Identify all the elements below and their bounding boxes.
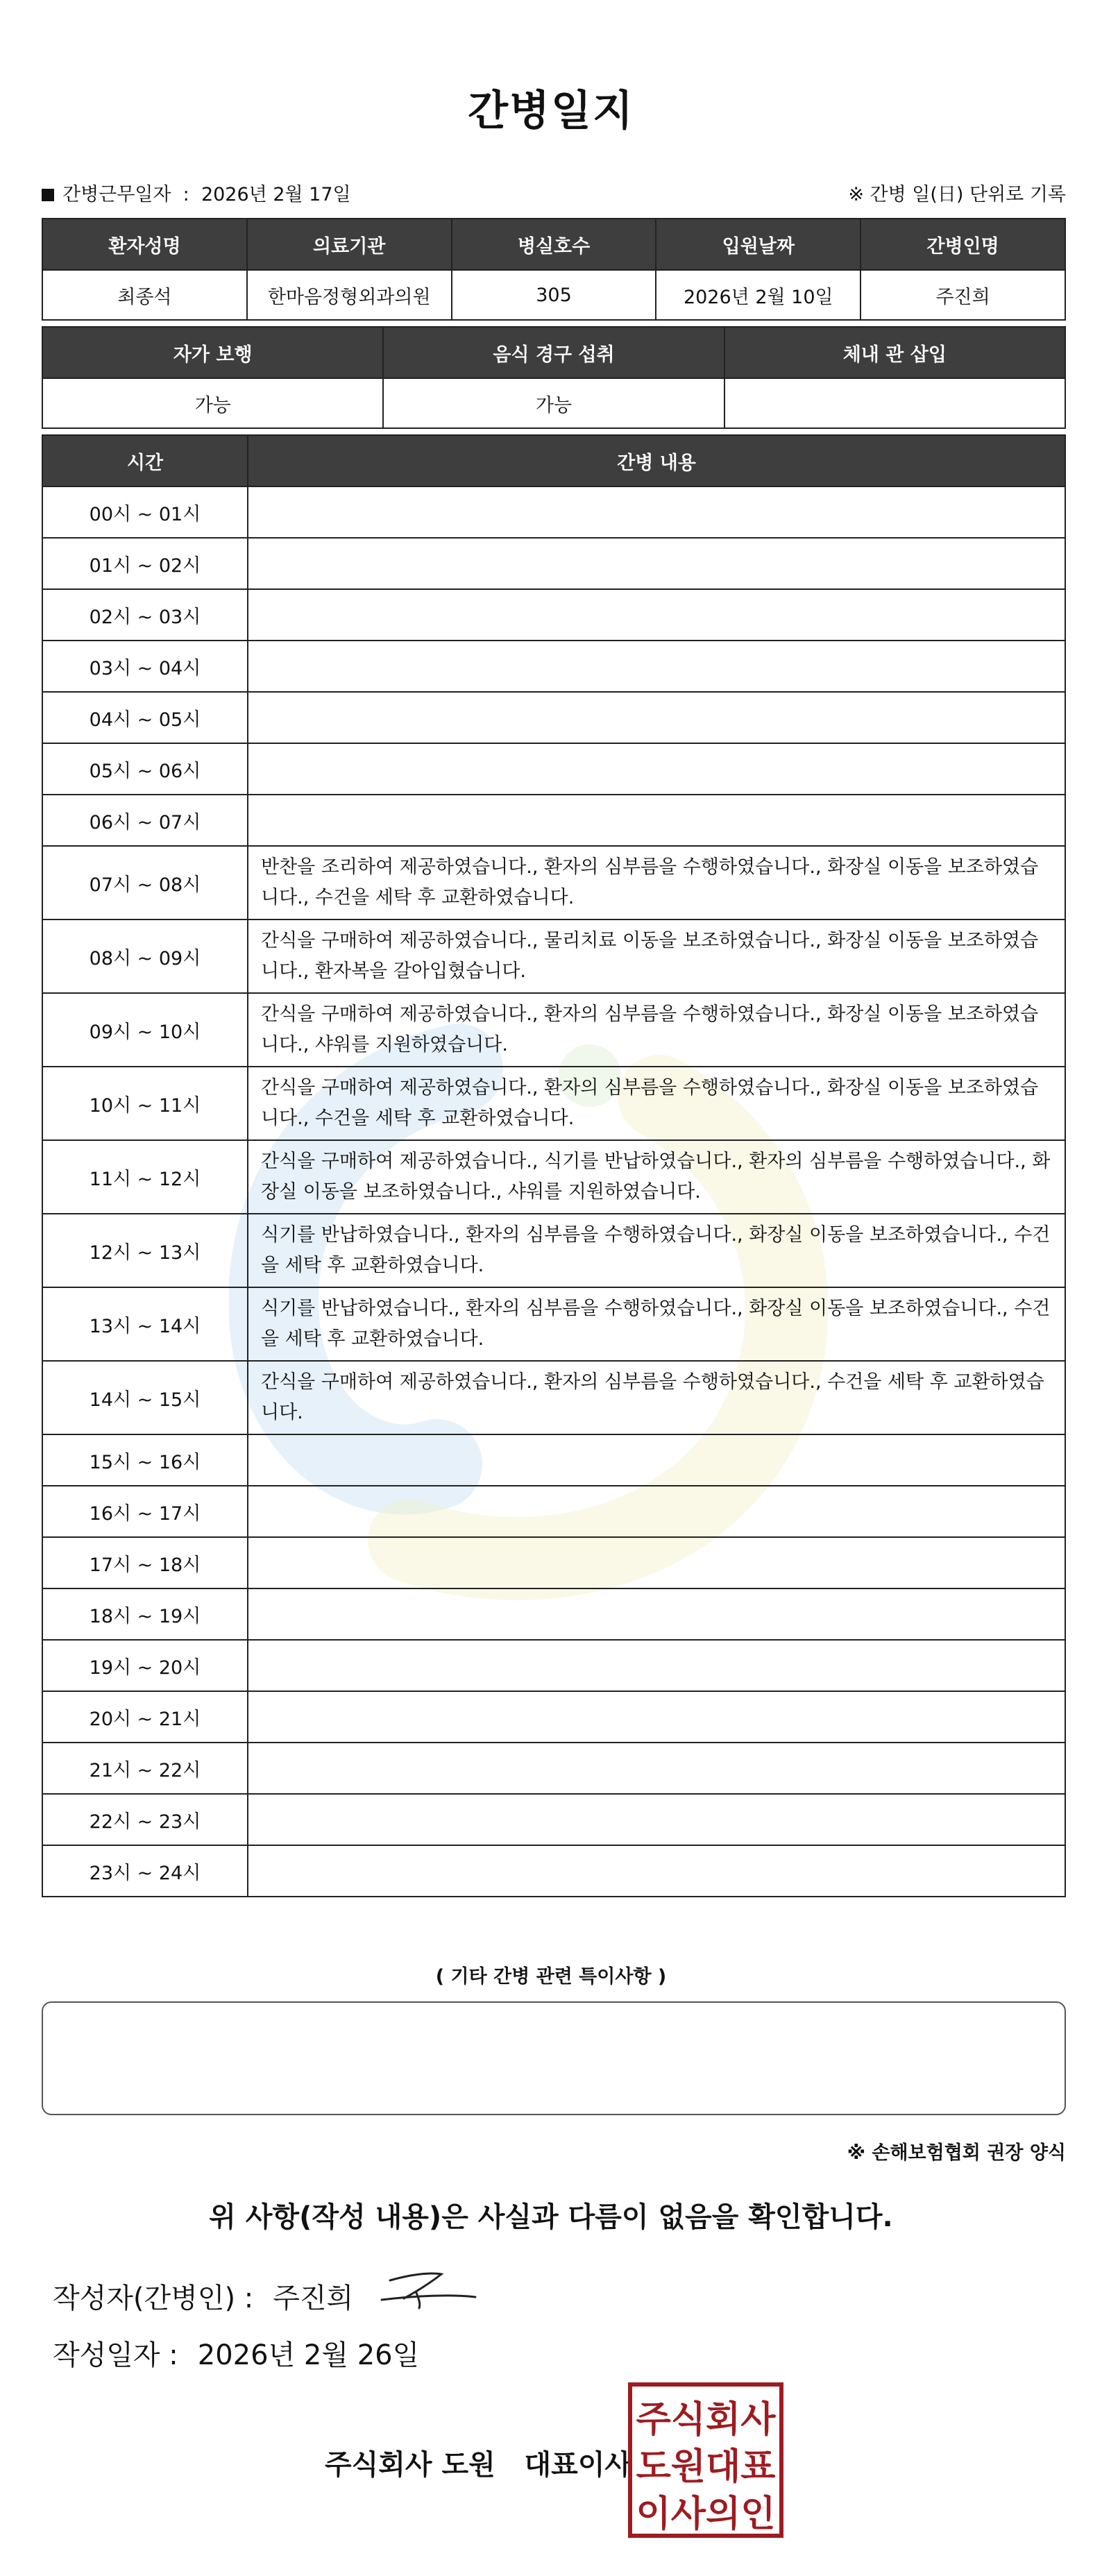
- svg-text:도원대표: 도원대표: [636, 2446, 776, 2488]
- care-log-content: [248, 1743, 1065, 1794]
- care-log-row: [42, 1361, 1065, 1434]
- care-log-row: [42, 589, 1065, 641]
- care-log-content: 간식을 구매하여 제공하였습니다., 환자의 심부름을 수행하였습니다., 화장실 이동을 보조하였습니다., 수건을 세탁 후 교환하였습니다.: [248, 1067, 1065, 1140]
- care-log-row: [42, 795, 1065, 846]
- patient-info-value-row: [42, 270, 1065, 320]
- care-log-time: 04시 ~ 05시: [42, 692, 248, 743]
- company-seal-icon: [627, 2382, 784, 2539]
- status-value-row: [42, 378, 1065, 428]
- care-log-row: [42, 1691, 1065, 1743]
- care-log-time: 00시 ~ 01시: [42, 486, 248, 538]
- status-header-row: [42, 327, 1065, 378]
- care-date-label: 간병근무일자: [62, 184, 171, 205]
- header-hospital: 의료기관: [247, 219, 452, 270]
- care-log-content: [248, 743, 1065, 795]
- care-log-content: 반찬을 조리하여 제공하였습니다., 환자의 심부름을 수행하였습니다., 화장실 이동을 보조하였습니다., 수건을 세탁 후 교환하였습니다.: [248, 846, 1065, 920]
- care-log-row: [42, 1743, 1065, 1794]
- patient-status-table: [42, 326, 1066, 429]
- care-log-time: 08시 ~ 09시: [42, 920, 248, 993]
- care-log-time: 15시 ~ 16시: [42, 1434, 248, 1486]
- patient-info-table: [42, 218, 1066, 321]
- care-log-time: 22시 ~ 23시: [42, 1794, 248, 1845]
- care-log-content: [248, 1845, 1065, 1897]
- care-log-row: [42, 1588, 1065, 1640]
- care-date-value: 2026년 2월 17일: [201, 184, 351, 205]
- care-log-content: [248, 1588, 1065, 1640]
- care-log-row: [42, 846, 1065, 920]
- patient-info-header-row: [42, 219, 1065, 270]
- tube-status: [724, 378, 1065, 428]
- care-log-time: 09시 ~ 10시: [42, 993, 248, 1067]
- care-log-content: [248, 795, 1065, 846]
- header-walking: 자가 보행: [42, 327, 383, 378]
- care-log-row: [42, 1434, 1065, 1486]
- care-log-time: 20시 ~ 21시: [42, 1691, 248, 1743]
- care-log-time: 05시 ~ 06시: [42, 743, 248, 795]
- header-room: 병실호수: [452, 219, 656, 270]
- care-log-time: 13시 ~ 14시: [42, 1287, 248, 1361]
- header-tube: 체내 관 삽입: [724, 327, 1065, 378]
- care-log-row: [42, 920, 1065, 993]
- care-log-time: 23시 ~ 24시: [42, 1845, 248, 1897]
- care-log-time: 19시 ~ 20시: [42, 1640, 248, 1691]
- care-log-row: [42, 486, 1065, 538]
- care-log-time: 18시 ~ 19시: [42, 1588, 248, 1640]
- care-log-content: 식기를 반납하였습니다., 환자의 심부름을 수행하였습니다., 화장실 이동을 보조하였습니다., 수건을 세탁 후 교환하였습니다.: [248, 1214, 1065, 1287]
- care-log-content: 간식을 구매하여 제공하였습니다., 환자의 심부름을 수행하였습니다., 화장실 이동을 보조하였습니다., 샤워를 지원하였습니다.: [248, 993, 1065, 1067]
- write-date-line: [53, 2333, 419, 2373]
- care-log-time: 21시 ~ 22시: [42, 1743, 248, 1794]
- admission-date: 2026년 2월 10일: [656, 270, 861, 320]
- care-log-row: [42, 1845, 1065, 1897]
- care-log-content: 간식을 구매하여 제공하였습니다., 환자의 심부름을 수행하였습니다., 수건을 세탁 후 교환하였습니다.: [248, 1361, 1065, 1434]
- signature-icon: [375, 2265, 479, 2314]
- care-log-content: [248, 1691, 1065, 1743]
- svg-text:주식회사: 주식회사: [636, 2399, 776, 2441]
- care-log-time: 07시 ~ 08시: [42, 846, 248, 920]
- header-time: 시간: [42, 435, 248, 486]
- care-log-row: [42, 743, 1065, 795]
- care-log-time: 16시 ~ 17시: [42, 1486, 248, 1537]
- care-log-table: [42, 434, 1066, 1897]
- care-log-time: 10시 ~ 11시: [42, 1067, 248, 1140]
- confirmation-statement: 위 사항(작성 내용)은 사실과 다름이 없음을 확인합니다.: [209, 2201, 893, 2233]
- care-log-content: [248, 1640, 1065, 1691]
- care-log-header-row: [42, 435, 1065, 486]
- header-admission-date: 입원날짜: [656, 219, 861, 270]
- care-log-time: 17시 ~ 18시: [42, 1537, 248, 1588]
- care-log-content: [248, 589, 1065, 641]
- care-log-row: [42, 538, 1065, 589]
- header-caregiver: 간병인명: [861, 219, 1065, 270]
- care-log-time: 06시 ~ 07시: [42, 795, 248, 846]
- care-log-content: [248, 641, 1065, 692]
- walking-status: 가능: [42, 378, 383, 428]
- care-log-content: [248, 1486, 1065, 1537]
- care-log-content: 식기를 반납하였습니다., 환자의 심부름을 수행하였습니다., 화장실 이동을 보조하였습니다., 수건을 세탁 후 교환하였습니다.: [248, 1287, 1065, 1361]
- care-log-time: 03시 ~ 04시: [42, 641, 248, 692]
- care-log-row: [42, 1067, 1065, 1140]
- care-log-content: [248, 1537, 1065, 1588]
- care-log-row: [42, 1640, 1065, 1691]
- header-care-content: 간병 내용: [248, 435, 1065, 486]
- unit-note: ※ 간병 일(日) 단위로 기록: [848, 184, 1066, 205]
- form-note: ※ 손해보험협회 권장 양식: [847, 2142, 1066, 2164]
- care-log-row: [42, 641, 1065, 692]
- care-log-row: [42, 993, 1065, 1067]
- company-name: 주식회사 도원 대표이사: [325, 2449, 632, 2481]
- room-number: 305: [452, 270, 656, 320]
- svg-text:이사의인: 이사의인: [636, 2493, 776, 2535]
- care-log-body: [42, 486, 1065, 1897]
- oral-intake-status: 가능: [383, 378, 724, 428]
- patient-name: 최종석: [42, 270, 247, 320]
- write-date-label: 작성일자 :: [53, 2339, 178, 2371]
- care-log-time: 14시 ~ 15시: [42, 1361, 248, 1434]
- care-log-time: 02시 ~ 03시: [42, 589, 248, 641]
- hospital-name: 한마음정형외과의원: [247, 270, 452, 320]
- care-log-content: [248, 486, 1065, 538]
- caregiver-name: 주진희: [861, 270, 1065, 320]
- care-log-content: [248, 1794, 1065, 1845]
- writer-name: 주진희: [273, 2282, 354, 2314]
- care-date: [42, 179, 351, 206]
- care-log-content: [248, 1434, 1065, 1486]
- care-log-row: [42, 692, 1065, 743]
- notes-box: [42, 2001, 1066, 2115]
- page-title: 간병일지: [468, 87, 634, 135]
- write-date-value: 2026년 2월 26일: [197, 2339, 420, 2371]
- care-date-separator: :: [183, 184, 189, 205]
- writer-label: 작성자(간병인) :: [53, 2282, 254, 2314]
- care-log-row: [42, 1214, 1065, 1287]
- header-oral-intake: 음식 경구 섭취: [383, 327, 724, 378]
- writer-line: [53, 2276, 353, 2316]
- care-log-time: 11시 ~ 12시: [42, 1140, 248, 1214]
- header-patient-name: 환자성명: [42, 219, 247, 270]
- notes-title: ( 기타 간병 관련 특이사항 ): [435, 1966, 667, 1988]
- care-log-row: [42, 1794, 1065, 1845]
- care-log-time: 12시 ~ 13시: [42, 1214, 248, 1287]
- care-log-content: [248, 538, 1065, 589]
- care-log-row: [42, 1486, 1065, 1537]
- care-log-row: [42, 1537, 1065, 1588]
- square-bullet-icon: [42, 189, 54, 201]
- care-log-time: 01시 ~ 02시: [42, 538, 248, 589]
- care-log-row: [42, 1287, 1065, 1361]
- care-log-content: 간식을 구매하여 제공하였습니다., 식기를 반납하였습니다., 환자의 심부름을 수행하였습니다., 화장실 이동을 보조하였습니다., 샤워를 지원하였습니다.: [248, 1140, 1065, 1214]
- care-log-row: [42, 1140, 1065, 1214]
- care-log-content: [248, 692, 1065, 743]
- care-log-content: 간식을 구매하여 제공하였습니다., 물리치료 이동을 보조하였습니다., 화장실 이동을 보조하였습니다., 환자복을 갈아입혔습니다.: [248, 920, 1065, 993]
